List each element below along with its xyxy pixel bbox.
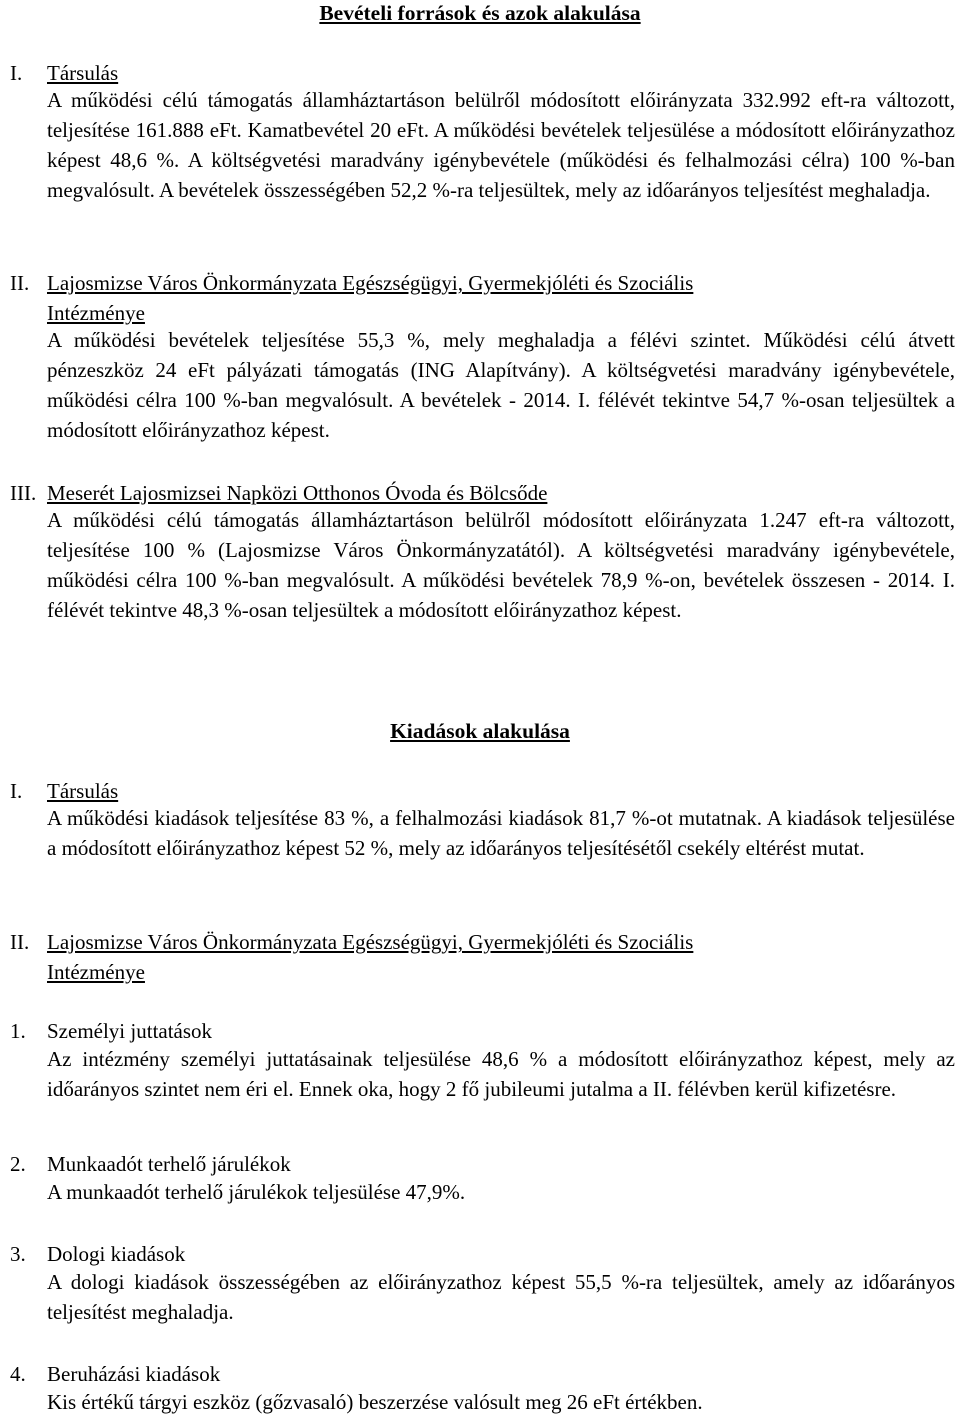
item-heading: Munkaadót terhelő járulékok [47,1152,291,1176]
section-number: III. [10,481,37,505]
expense-item-4-text: Kis értékű tárgyi eszköz (gőzvasaló) beszerzése valósult meg 26 eFt értékben. [47,1390,703,1414]
item-number: 1. [10,1019,26,1043]
expenses-title: Kiadások alakulása [390,719,570,743]
expense-item-4-heading [0,1361,960,1387]
revenue-section-1-heading [0,60,960,86]
item-heading: Dologi kiadások [47,1242,186,1266]
section-number: I. [10,61,23,85]
section-heading-line1: Lajosmizse Város Önkormányzata Egészségügyi, Gyermekjóléti és Szociális [47,930,694,954]
section-number: II. [10,930,30,954]
item-number: 4. [10,1362,26,1386]
revenue-section-2-text: A működési bevételek teljesítése 55,3 %, mely meghaladja a félévi szintet. Működési célú átvett pénzeszköz 24 eFt pályázati támogatás (ING Alapítvány). A költségvetési maradvány igénybevétele, működési célra 100 %-ban megvalósult. A bevételek - 2014. I. félévét tekintve 54,7 %-osan teljesültek a módosított előirányzathoz képest. [47,328,955,442]
item-heading: Beruházási kiadások [47,1362,221,1386]
expense-item-3-text: A dologi kiadások összességében az előirányzathoz képest 55,5 %-ra teljesültek, amely az időarányos teljesítést meghaladja. [47,1270,955,1324]
expense-item-2-text: A munkaadót terhelő járulékok teljesülése 47,9%. [47,1180,466,1204]
section-number: I. [10,779,23,803]
section-number: II. [10,271,30,295]
revenue-section-2-heading-cont [0,300,960,326]
expense-item-1-text: Az intézmény személyi juttatásainak teljesülése 48,6 % a módosított előirányzathoz képest, mely az időarányos szintet nem éri el. Ennek oka, hogy 2 fő jubileumi jutalma a II. félévben kerül kifizetésre. [47,1047,955,1101]
section-heading-line1: Lajosmizse Város Önkormányzata Egészségügyi, Gyermekjóléti és Szociális [47,271,694,295]
item-heading: Személyi juttatások [47,1019,213,1043]
revenue-section-1-text: A működési célú támogatás államháztartáson belülről módosított előirányzata 332.992 eft-ra változott, teljesítése 161.888 eFt. Kamatbevétel 20 eFt. A működési bevételek teljesülése a módosított előirányzathoz képest 48,6 %. A költségvetési maradvány igénybevétele (működési és felhalmozási célra) 100 %-ban megvalósult. A bevételek összességében 52,2 %-ra teljesültek, mely az időarányos teljesítést meghaladja. [47,88,955,202]
section-heading: Társulás [47,779,119,803]
revenue-section-3-text: A működési célú támogatás államháztartáson belülről módosított előirányzata 1.247 eft-ra változott, teljesítése 100 % (Lajosmizse Város Önkormányzatától). A költségvetési maradvány igénybevétele, működési célra 100 %-ban megvalósult. A működési bevételek 78,9 %-on, bevételek összesen - 2014. I. félévét tekintve 48,3 %-osan teljesültek a módosított előirányzathoz képest. [47,508,955,622]
expense-item-3-heading [0,1241,960,1267]
section-heading: Meserét Lajosmizsei Napközi Otthonos Óvoda és Bölcsőde [47,481,548,505]
expenses-section-2-heading-cont [0,959,960,985]
expenses-section-1-text: A működési kiadások teljesítése 83 %, a felhalmozási kiadások 81,7 %-ot mutatnak. A kiadások teljesülése a módosított előirányzathoz képest 52 %, mely az időarányos teljesítésétől csekély eltérést mutat. [47,806,955,860]
revenue-section-2-heading [0,270,960,296]
section-heading-line2: Intézménye [47,301,145,325]
expenses-section-2-heading [0,929,960,955]
expenses-section-1-heading [0,778,960,804]
item-number: 2. [10,1152,26,1176]
revenue-section-3-heading [0,480,960,506]
revenue-title: Bevételi források és azok alakulása [319,1,641,25]
expense-item-1-heading [0,1018,960,1044]
section-heading-line2: Intézménye [47,960,145,984]
section-heading: Társulás [47,61,119,85]
expense-item-2-heading [0,1151,960,1177]
item-number: 3. [10,1242,26,1266]
